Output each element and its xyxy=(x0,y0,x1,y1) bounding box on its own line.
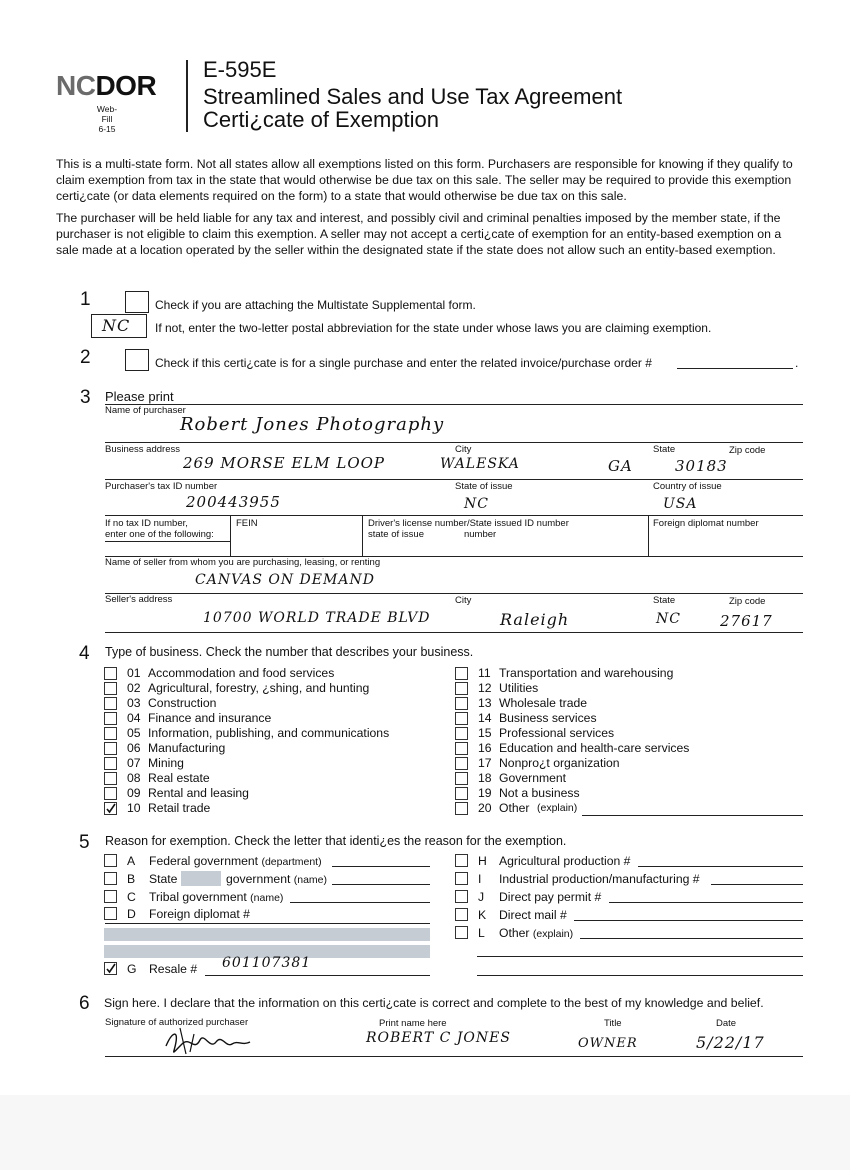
please-print-heading: Please print xyxy=(105,389,174,404)
business-type-checkbox[interactable] xyxy=(104,712,117,725)
exemption-reason-heading: Reason for exemption. Check the letter that identi¿es the reason for the exemption. xyxy=(105,834,567,848)
business-zip-value[interactable]: 30183 xyxy=(675,457,728,475)
reason-h-line[interactable] xyxy=(638,866,803,867)
reason-i-checkbox[interactable] xyxy=(455,872,468,885)
form-id: E-595E xyxy=(203,57,277,82)
form-subtitle: Certi¿cate of Exemption xyxy=(203,107,439,132)
date-value[interactable]: 5/22/17 xyxy=(696,1033,765,1052)
seller-zip-value[interactable]: 27617 xyxy=(720,612,773,630)
business-type-checkbox[interactable] xyxy=(104,667,117,680)
seller-name-value[interactable]: CANVAS ON DEMAND xyxy=(195,572,375,588)
reason-g-checkbox[interactable] xyxy=(104,962,117,975)
business-type-checkbox[interactable] xyxy=(455,772,468,785)
business-type-checkbox[interactable] xyxy=(104,727,117,740)
reason-h-checkbox[interactable] xyxy=(455,854,468,867)
tax-id-country-value[interactable]: USA xyxy=(663,496,698,512)
business-type-checkbox[interactable] xyxy=(104,757,117,770)
state-abbrev-field[interactable]: NC xyxy=(91,314,147,338)
business-type-checkbox[interactable] xyxy=(455,712,468,725)
invoice-number-line[interactable] xyxy=(677,368,793,369)
reason-l-line-2[interactable] xyxy=(477,956,803,957)
business-type-heading: Type of business. Check the number that describes your business. xyxy=(105,645,474,659)
ncdor-logo: NCDOR xyxy=(56,70,157,101)
signature-image[interactable] xyxy=(160,1022,256,1058)
business-type-checkbox[interactable] xyxy=(455,742,468,755)
section-1-number: 1 xyxy=(80,289,91,310)
single-purchase-label: Check if this certi¿cate is for a single purchase and enter the related invoice/purchase order # xyxy=(155,356,652,370)
reason-k-line[interactable] xyxy=(574,920,803,921)
business-type-checkbox[interactable] xyxy=(455,787,468,800)
business-type-checkbox[interactable] xyxy=(455,727,468,740)
section-3-number: 3 xyxy=(80,387,91,408)
header-divider xyxy=(186,60,188,132)
reason-b-checkbox[interactable] xyxy=(104,872,117,885)
intro-paragraph-1: This is a multi-state form. Not all states allow all exemptions listed on this form. Purchasers are responsible for knowing if they qualify to claim exemption from tax in the state that would otherwise be due tax on this sale. The seller may be required to provide this exemption certi¿cate (or data elements required on the form) to a state that would otherwise be due tax on this sale. xyxy=(56,157,793,203)
seller-state-value[interactable]: NC xyxy=(656,611,681,627)
intro-paragraph-2: The purchaser will be held liable for any tax and interest, and possibly civil and criminal penalties imposed by the member state, if the purchaser is not eligible to claim this exemption. A seller may not accept a certi¿cate of exemption for an entity-based exemption on a sale made at a location operated by the seller within the designated state if the state does not allow such an entity-based exemption. xyxy=(56,211,782,257)
business-type-checkbox[interactable] xyxy=(104,772,117,785)
section-6-number: 6 xyxy=(79,993,90,1014)
reason-l-line-3[interactable] xyxy=(477,975,803,976)
section-4-number: 4 xyxy=(79,643,90,664)
business-city-value[interactable]: WALESKA xyxy=(440,456,520,472)
shaded-row-e xyxy=(104,928,430,941)
state-shaded-field[interactable] xyxy=(181,871,221,886)
web-fill-label: Web-Fill 6-15 xyxy=(96,104,118,134)
reason-d-line[interactable] xyxy=(105,923,430,924)
state-abbrev-label: If not, enter the two-letter postal abbreviation for the state under whose laws you are claiming exemption. xyxy=(155,321,712,335)
check-mark-icon xyxy=(105,963,116,974)
business-type-checkbox[interactable] xyxy=(455,757,468,770)
reason-i-line[interactable] xyxy=(711,884,803,885)
reason-l-line[interactable] xyxy=(580,938,803,939)
resale-number-value[interactable]: 601107381 xyxy=(222,955,312,971)
form-page: NCDOR Web-Fill 6-15 E-595E Streamlined Sales and Use Tax Agreement Certi¿cate of Exemption This is a multi-state form. Not all states allow all exemptions listed on this form. Purchasers are responsible for knowing if they qualify to claim exemption from tax in the state that would otherwise be due tax on this sale. The seller may be required to provide this exemption certi¿cate (or data elements required on the form) to a state that would otherwise be due tax on this sale. The purchaser will be held liable for any tax and interest, and possibly civil and criminal penalties imposed by the member state, if the purchaser is not eligible to claim this exemption. A seller may not accept a certi¿cate of exemption for an entity-based exemption on a sale made at a location operated by the seller within the designated state if the state does not allow such an entity-based exemption. 1 Check if you are attaching the Multistate Supplemental form. NC If not, enter the two-letter postal abbreviation for the state under whose laws you are claiming exemption. 2 Check if this certi¿cate is for a single purchase and enter the related invoice/purchase order # . 3 Please print Name of purchaser Robert Jones Photography Business address City State Zip code 269 MORSE ELM LOOP WALESKA GA 30183 Purchaser's tax ID number State of issue Country of issue 200443955 NC USA If no tax ID number, enter one of the following: FEIN Driver's license number/State issued ID number state of issue number Foreign diplomat number Name of seller from whom you are purchasing, leasing, or renting CANVAS ON DEMAND Seller's address City State Zip code 10700 WORLD TRADE BLVD Raleigh NC 27617 4 Type of business. Check the number that describes your business. 01 Accommodation and food services 02 Agricultural, forestry, ¿shing, and hunting 03 Construction 04 Finance and insurance 05 Information, publishing, and communications 06 Manufacturing 07 Mining 08 Real estate 09 Rental and leasing 10 Retail trade 11 Transportation and warehousing 12 Utilities 13 Wholesale trade 14 Business services 15 Professional services 16 Education and health-care services 17 Nonpro¿t organization 18 Government 19 Not a business 20 Other (explain) 5 Reason for exemption. Check the letter that identi¿es the reason for the exemption. A Federal government (department) B State government (name) C Tribal government (name) D Foreign diplomat # G Resale # 601107381 H Agricultural production # I Industrial production/manufacturing # J Direct pay permit # K Direct mail # L Other (explain) 6 Sign here. I declare that the information on this certi¿cate is correct and complete to the best of my knowledge and belief. Signature of authorized purchaser Print name here Title Date ROBERT C JONES OWNER 5/22/17 xyxy=(0,0,850,1095)
business-type-checkbox[interactable] xyxy=(455,667,468,680)
reason-c-line[interactable] xyxy=(290,902,430,903)
section-5-number: 5 xyxy=(79,832,90,853)
business-type-checkbox[interactable] xyxy=(455,697,468,710)
business-type-checkbox[interactable] xyxy=(104,682,117,695)
business-address-value[interactable]: 269 MORSE ELM LOOP xyxy=(183,454,386,472)
reason-b-line[interactable] xyxy=(332,884,430,885)
business-type-checkbox[interactable] xyxy=(455,682,468,695)
purchaser-name-value[interactable]: Robert Jones Photography xyxy=(180,414,445,435)
business-type-checkbox[interactable] xyxy=(104,802,117,815)
reason-a-line[interactable] xyxy=(332,866,430,867)
single-purchase-checkbox[interactable] xyxy=(125,349,149,371)
business-type-checkbox[interactable] xyxy=(104,742,117,755)
reason-c-checkbox[interactable] xyxy=(104,890,117,903)
declaration-text: Sign here. I declare that the information on this certi¿cate is correct and complete to the best of my knowledge and belief. xyxy=(104,996,764,1010)
tax-id-value[interactable]: 200443955 xyxy=(186,493,281,511)
multistate-checkbox[interactable] xyxy=(125,291,149,313)
form-title: Streamlined Sales and Use Tax Agreement xyxy=(203,84,623,109)
business-state-value[interactable]: GA xyxy=(608,457,633,475)
tax-id-state-value[interactable]: NC xyxy=(464,496,489,512)
business-type-checkbox[interactable] xyxy=(455,802,468,815)
seller-address-value[interactable]: 10700 WORLD TRADE BLVD xyxy=(203,610,431,626)
other-business-explain-line[interactable] xyxy=(582,815,803,816)
check-mark-icon xyxy=(105,803,116,814)
seller-city-value[interactable]: Raleigh xyxy=(500,610,570,629)
section-2-number: 2 xyxy=(80,347,91,368)
reason-j-checkbox[interactable] xyxy=(455,890,468,903)
reason-a-checkbox[interactable] xyxy=(104,854,117,867)
reason-g-line xyxy=(205,975,430,976)
reason-l-checkbox[interactable] xyxy=(455,926,468,939)
reason-d-checkbox[interactable] xyxy=(104,907,117,920)
reason-j-line[interactable] xyxy=(609,902,803,903)
printed-name-value[interactable]: ROBERT C JONES xyxy=(366,1030,511,1046)
reason-k-checkbox[interactable] xyxy=(455,908,468,921)
business-type-checkbox[interactable] xyxy=(104,787,117,800)
title-value[interactable]: OWNER xyxy=(578,1036,638,1051)
multistate-label: Check if you are attaching the Multistate Supplemental form. xyxy=(155,298,476,312)
business-type-checkbox[interactable] xyxy=(104,697,117,710)
